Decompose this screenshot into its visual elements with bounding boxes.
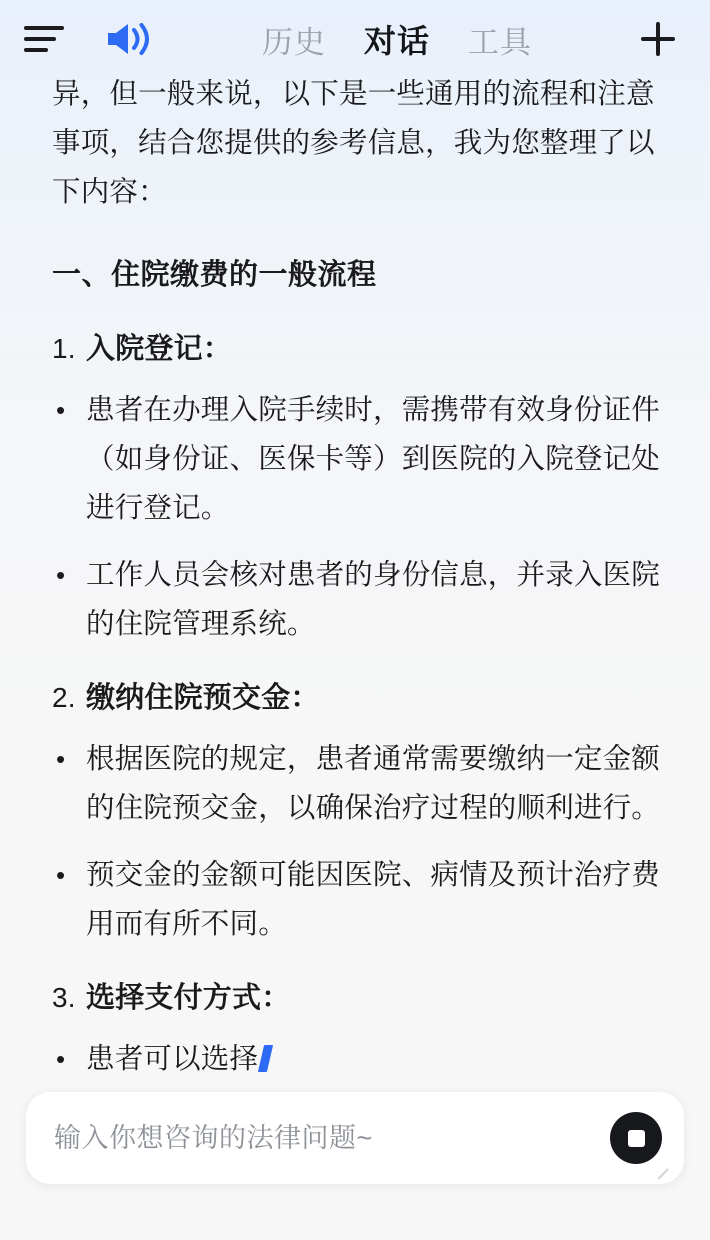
list-item-number: 2. xyxy=(52,682,76,713)
top-bar xyxy=(0,0,710,78)
bullet-icon: • xyxy=(56,860,66,890)
message-heading: 一、住院缴费的一般流程 xyxy=(52,259,377,291)
list-item xyxy=(52,551,662,649)
hamburger-menu-icon[interactable] xyxy=(24,19,70,59)
list-item xyxy=(52,1035,662,1084)
list-item-title: 选择支付方式： xyxy=(86,982,291,1014)
message-input[interactable] xyxy=(54,1108,600,1168)
assistant-message xyxy=(52,78,662,1084)
home-indicator xyxy=(0,1214,710,1240)
bullet-text xyxy=(86,1035,662,1084)
streaming-cursor-icon xyxy=(258,1045,273,1072)
plus-icon[interactable] xyxy=(632,13,684,65)
list-item xyxy=(52,851,662,949)
list-item xyxy=(52,326,662,372)
bullet-text: 根据医院的规定，患者通常需要缴纳一定金额的住院预交金，以确保治疗过程的顺利进行。 xyxy=(86,743,661,824)
tab-tools[interactable]: 工具 xyxy=(468,24,532,60)
menu-line-2 xyxy=(24,37,56,41)
resize-handle[interactable] xyxy=(658,1164,672,1178)
tab-bar xyxy=(162,14,632,64)
bullet-icon: • xyxy=(56,1044,66,1074)
composer-container xyxy=(0,1084,710,1214)
bullet-text: 工作人员会核对患者的身份信息，并录入医院的住院管理系统。 xyxy=(86,559,661,640)
bullet-icon: • xyxy=(56,560,66,590)
conversation-scroll-area[interactable] xyxy=(0,78,710,1084)
menu-line-1 xyxy=(24,26,64,30)
menu-line-3 xyxy=(24,48,48,52)
list-item xyxy=(52,675,662,721)
stop-generating-button[interactable] xyxy=(610,1112,662,1164)
tab-history[interactable]: 历史 xyxy=(261,24,326,60)
stop-square-icon xyxy=(628,1130,645,1147)
message-paragraph: 异，但一般来说，以下是一些通用的流程和注意事项，结合您提供的参考信息，我为您整理了以下内容： xyxy=(52,78,655,208)
list-item-title: 缴纳住院预交金： xyxy=(86,682,320,714)
list-item xyxy=(52,735,662,833)
bullet-text-partial: 患者可以选择 xyxy=(86,1043,259,1075)
bullet-text: 预交金的金额可能因医院、病情及预计治疗费用而有所不同。 xyxy=(86,859,661,940)
bullet-icon: • xyxy=(56,395,66,425)
speaker-volume-icon[interactable] xyxy=(98,16,156,62)
bullet-text: 患者在办理入院手续时，需携带有效身份证件（如身份证、医保卡等）到医院的入院登记处进行登记。 xyxy=(86,394,661,524)
bullet-icon: • xyxy=(56,744,66,774)
tab-conversation[interactable]: 对话 xyxy=(363,23,430,59)
composer[interactable] xyxy=(26,1092,684,1184)
list-item xyxy=(52,386,662,533)
list-item-number: 1. xyxy=(52,333,76,364)
list-item-number: 3. xyxy=(52,982,76,1013)
list-item-title: 入院登记： xyxy=(86,333,233,365)
list-item xyxy=(52,975,662,1021)
